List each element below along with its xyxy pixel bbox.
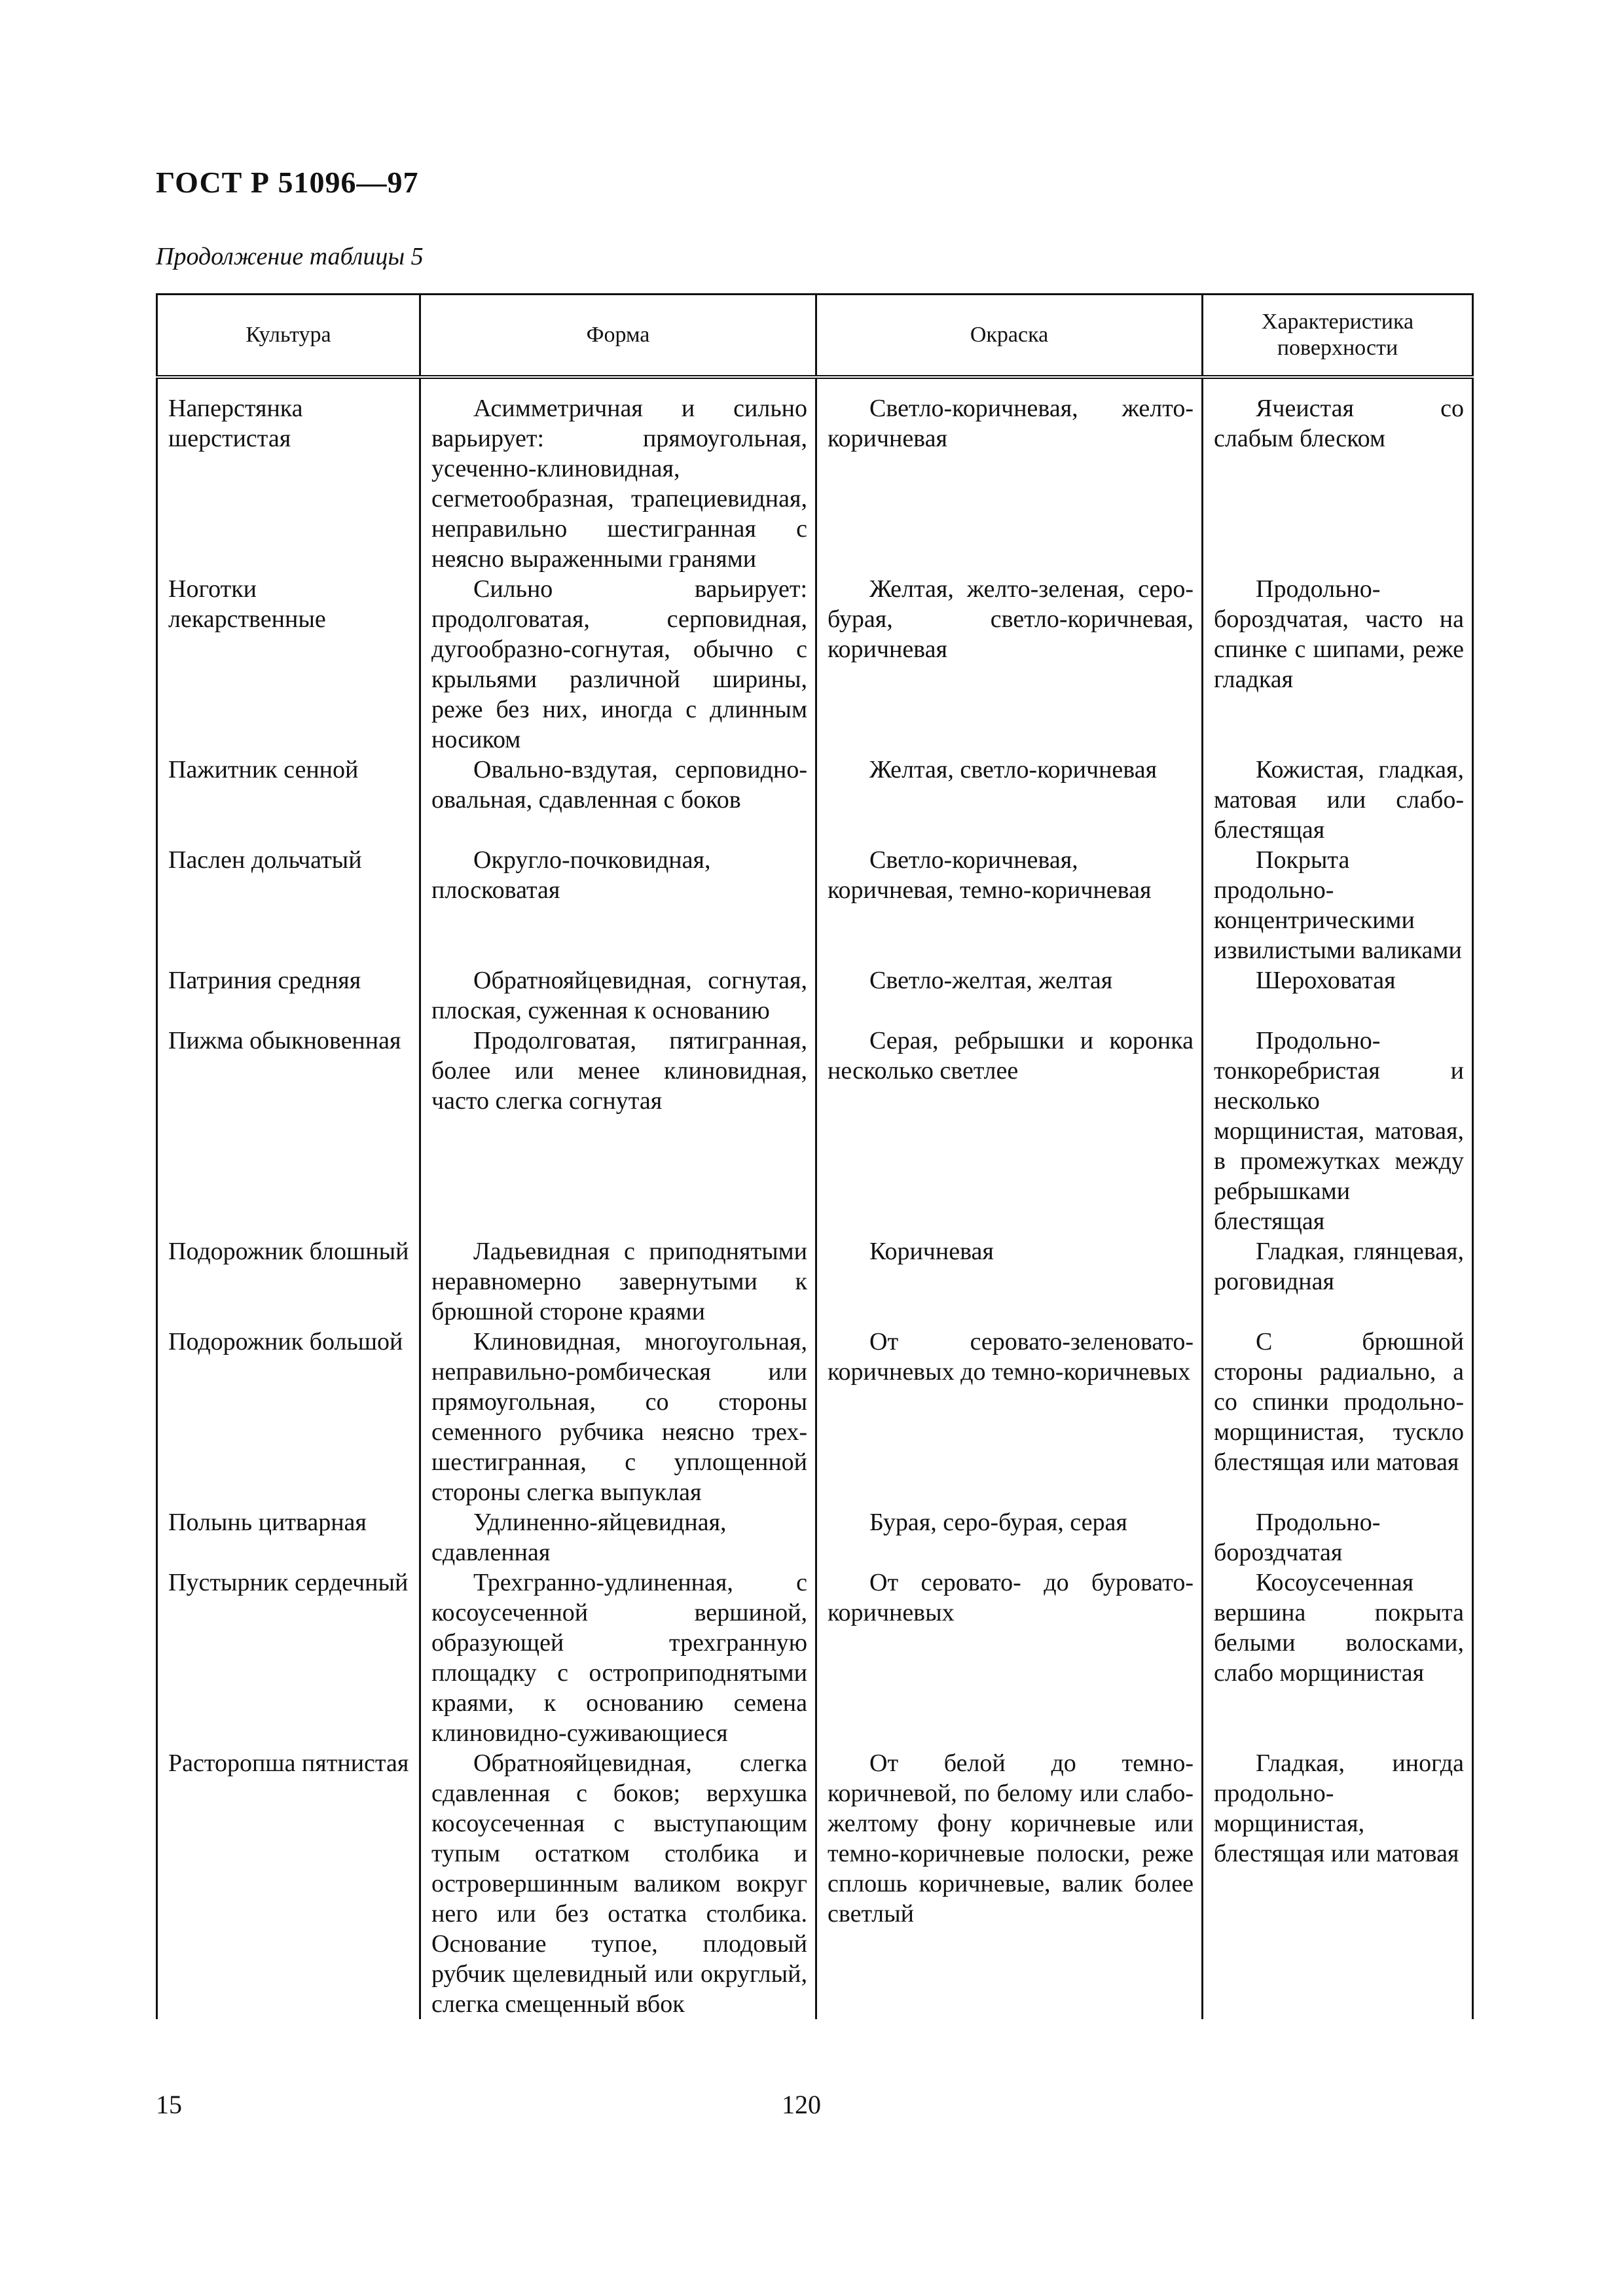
footer-page-number-center: 120 bbox=[782, 2090, 821, 2119]
cell-culture: Подорожник большой bbox=[157, 1327, 420, 1507]
cell-surface: Косоусеченная вершина покрыта белыми волосками, слабо морщинистая bbox=[1214, 1569, 1464, 1687]
table-caption: Продолжение таблицы 5 bbox=[156, 243, 424, 270]
cell-surface: Кожистая, гладкая, матовая или слабо-блестящая bbox=[1214, 756, 1464, 844]
table-row bbox=[157, 1748, 1473, 2019]
cell-surface: Ячеистая со слабым блеском bbox=[1214, 395, 1464, 452]
cell-culture: Пажитник сенной bbox=[157, 755, 420, 845]
cell-color: От серовато-зеленовато-коричневых до темно-коричневых bbox=[816, 1327, 1203, 1507]
table-row bbox=[157, 1568, 1473, 1748]
cell-shape: Ладьевидная с приподнятыми неравномерно завернутыми к брюшной стороне краями bbox=[420, 1236, 816, 1327]
cell-color: От белой до темно-коричневой, по белому или слабо-желтому фону коричневые или темно-коричневые полоски, реже сплошь коричневые, валик более светлый bbox=[816, 1748, 1203, 2019]
cell-culture: Наперстянка шерстистая bbox=[157, 377, 420, 574]
cell-shape: Трехгранно-удлиненная, с косоусеченной вершиной, образующей трехгранную площадку с остроприподнятыми краями, к основанию семена клиновидно-суживающиеся bbox=[420, 1568, 816, 1748]
column-header-surface: Характеристика поверхности bbox=[1203, 295, 1473, 378]
cell-color: Желтая, светло-коричневая bbox=[816, 755, 1203, 845]
table-row bbox=[157, 755, 1473, 845]
cell-shape: Удлиненно-яйцевидная, сдавленная bbox=[420, 1507, 816, 1568]
cell-color: Светло-коричневая, коричневая, темно-коричневая bbox=[816, 845, 1203, 965]
cell-color: Светло-коричневая, желто-коричневая bbox=[816, 377, 1203, 574]
column-header-color: Окраска bbox=[816, 295, 1203, 378]
cell-culture: Пустырник сердечный bbox=[157, 1568, 420, 1748]
cell-shape: Обратнояйцевидная, слегка сдавленная с боков; верхушка косоусеченная с выступающим тупым остатком столбика и островершинным валиком вокруг него или без остатка столбика. Основание тупое, плодовый рубчик щелевидный или округлый, слегка смещенный вбок bbox=[420, 1748, 816, 2019]
document-code: ГОСТ Р 51096—97 bbox=[156, 166, 419, 199]
column-header-culture: Культура bbox=[157, 295, 420, 378]
table-row bbox=[157, 965, 1473, 1026]
table-header-row bbox=[157, 295, 1473, 378]
cell-surface: Продольно-бороздчатая, часто на спинке с шипами, реже гладкая bbox=[1214, 575, 1464, 693]
cell-surface: Продольно-тонкоребристая и несколько морщинистая, матовая, в промежутках между ребрышками блестящая bbox=[1214, 1027, 1464, 1235]
cell-shape: Асимметричная и сильно варьирует: прямоугольная, усеченно-клиновидная, сегметообразная, трапециевидная, неправильно шестигранная с неясно выраженными гранями bbox=[420, 377, 816, 574]
table-row bbox=[157, 845, 1473, 965]
cell-culture: Расторопша пятнистая bbox=[157, 1748, 420, 2019]
cell-culture: Подорожник блошный bbox=[157, 1236, 420, 1327]
cell-surface: С брюшной стороны радиально, а со спинки продольно-морщинистая, тускло блестящая или матовая bbox=[1214, 1328, 1464, 1476]
cell-shape: Клиновидная, многоугольная, неправильно-ромбическая или прямоугольная, со стороны семенного рубчика неясно трех-шестигранная, с уплощенной стороны слегка выпуклая bbox=[420, 1327, 816, 1507]
cell-culture: Полынь цитварная bbox=[157, 1507, 420, 1568]
table-row bbox=[157, 1026, 1473, 1236]
footer-page-number-left: 15 bbox=[156, 2090, 182, 2119]
cell-surface: Продольно-бороздчатая bbox=[1214, 1509, 1381, 1566]
cell-culture: Пижма обыкновенная bbox=[157, 1026, 420, 1236]
cell-surface: Гладкая, иногда продольно-морщинистая, блестящая или матовая bbox=[1214, 1749, 1464, 1867]
cell-surface: Гладкая, глянцевая, роговидная bbox=[1214, 1238, 1464, 1295]
cell-color: Желтая, желто-зеленая, серо-бурая, светло-коричневая, коричневая bbox=[816, 574, 1203, 755]
cell-culture: Ноготки лекарственные bbox=[157, 574, 420, 755]
cell-color: От серовато- до буровато-коричневых bbox=[816, 1568, 1203, 1748]
table-row bbox=[157, 1236, 1473, 1327]
cell-surface: Покрыта продольно-концентрическими извилистыми валиками bbox=[1214, 846, 1462, 964]
cell-shape: Округло-почковидная, плосковатая bbox=[420, 845, 816, 965]
cell-culture: Патриния средняя bbox=[157, 965, 420, 1026]
table-body bbox=[157, 377, 1473, 2019]
seed-characteristics-table bbox=[156, 293, 1474, 2019]
table-row bbox=[157, 574, 1473, 755]
cell-color: Коричневая bbox=[816, 1236, 1203, 1327]
column-header-shape: Форма bbox=[420, 295, 816, 378]
cell-shape: Продолговатая, пятигранная, более или менее клиновидная, часто слегка согнутая bbox=[420, 1026, 816, 1236]
table-row bbox=[157, 1327, 1473, 1507]
cell-shape: Овально-вздутая, серповидно-овальная, сдавленная с боков bbox=[420, 755, 816, 845]
cell-culture: Паслен дольчатый bbox=[157, 845, 420, 965]
cell-color: Бурая, серо-бурая, серая bbox=[816, 1507, 1203, 1568]
cell-color: Серая, ребрышки и коронка несколько светлее bbox=[816, 1026, 1203, 1236]
cell-shape: Обратнояйцевидная, согнутая, плоская, суженная к основанию bbox=[420, 965, 816, 1026]
cell-shape: Сильно варьирует: продолговатая, серповидная, дугообразно-согнутая, обычно с крыльями различной ширины, реже без них, иногда с длинным носиком bbox=[420, 574, 816, 755]
cell-surface: Шероховатая bbox=[1256, 967, 1396, 994]
cell-color: Светло-желтая, желтая bbox=[816, 965, 1203, 1026]
table-row bbox=[157, 1507, 1473, 1568]
table-row bbox=[157, 377, 1473, 574]
